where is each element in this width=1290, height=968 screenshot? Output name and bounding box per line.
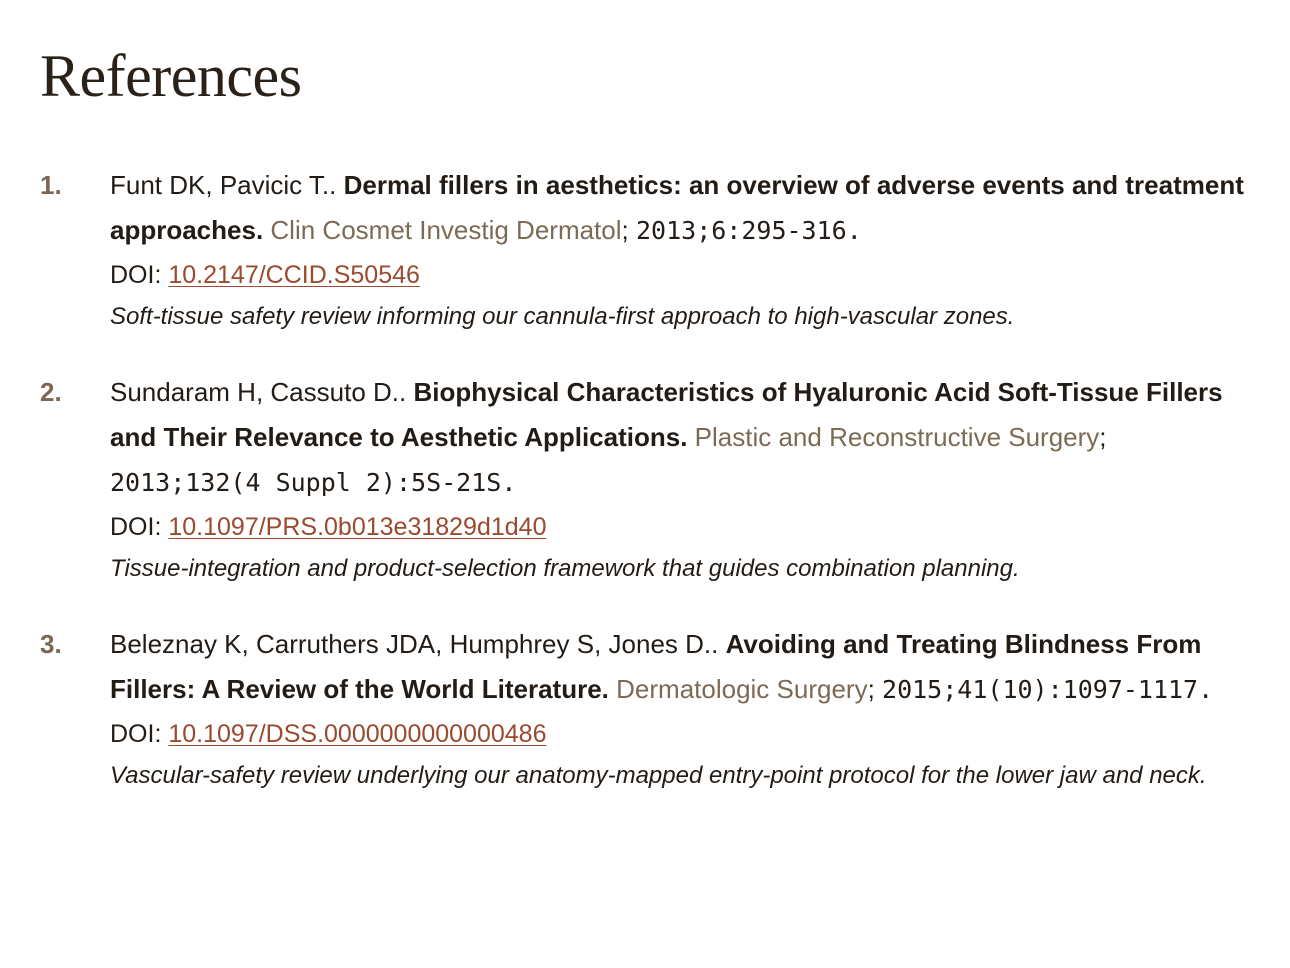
- reference-title: Avoiding and Treating Blindness From Fillers: A Review of the World Literature.: [110, 629, 1202, 704]
- reference-number: 1.: [40, 170, 62, 200]
- reference-authors: Beleznay K, Carruthers JDA, Humphrey S, Jones D..: [110, 629, 719, 659]
- reference-number: 3.: [40, 629, 62, 659]
- page-title: References: [40, 43, 302, 109]
- reference-journal: Plastic and Reconstructive Surgery: [694, 422, 1100, 452]
- reference-journal: Clin Cosmet Investig Dermatol: [270, 215, 622, 245]
- reference-list: [40, 163, 1250, 795]
- doi-label: DOI:: [110, 261, 162, 289]
- reference-item: [40, 370, 1250, 588]
- reference-doi: [110, 510, 1250, 544]
- citation-separator: ;: [867, 674, 883, 704]
- reference-item: [40, 163, 1250, 336]
- doi-link[interactable]: 10.1097/DSS.0000000000000486: [168, 720, 547, 748]
- reference-authors: Funt DK, Pavicic T..: [110, 170, 337, 200]
- reference-journal: Dermatologic Surgery: [616, 674, 868, 704]
- citation-separator: ;: [1099, 422, 1107, 452]
- reference-citation: [110, 370, 1250, 505]
- reference-authors: Sundaram H, Cassuto D..: [110, 377, 407, 407]
- reference-item: [40, 622, 1250, 795]
- reference-pages: 2015;41(10):1097-1117.: [882, 675, 1214, 704]
- reference-doi: [110, 258, 1250, 292]
- reference-pages: 2013;132(4 Suppl 2):5S-21S.: [110, 468, 517, 497]
- reference-doi: [110, 717, 1250, 751]
- reference-pages: 2013;6:295-316.: [635, 216, 862, 245]
- citation-separator: ;: [621, 215, 636, 245]
- reference-citation: [110, 622, 1250, 712]
- reference-title: Biophysical Characteristics of Hyaluronic Acid Soft-Tissue Fillers and Their Relevance to Aesthetic Applications.: [110, 377, 1223, 452]
- reference-citation: [110, 163, 1250, 253]
- doi-label: DOI:: [110, 720, 162, 748]
- doi-link[interactable]: 10.2147/CCID.S50546: [168, 261, 420, 289]
- reference-title: Dermal fillers in aesthetics: an overview of adverse events and treatment approaches.: [110, 170, 1244, 245]
- doi-label: DOI:: [110, 513, 162, 541]
- reference-number: 2.: [40, 377, 62, 407]
- doi-link[interactable]: 10.1097/PRS.0b013e31829d1d40: [168, 513, 547, 541]
- reference-note: Vascular-safety review underlying our anatomy-mapped entry-point protocol for the lower jaw and neck.: [110, 762, 1207, 789]
- reference-note: Soft-tissue safety review informing our cannula-first approach to high-vascular zones.: [110, 303, 1015, 330]
- reference-note: Tissue-integration and product-selection framework that guides combination planning.: [110, 555, 1020, 582]
